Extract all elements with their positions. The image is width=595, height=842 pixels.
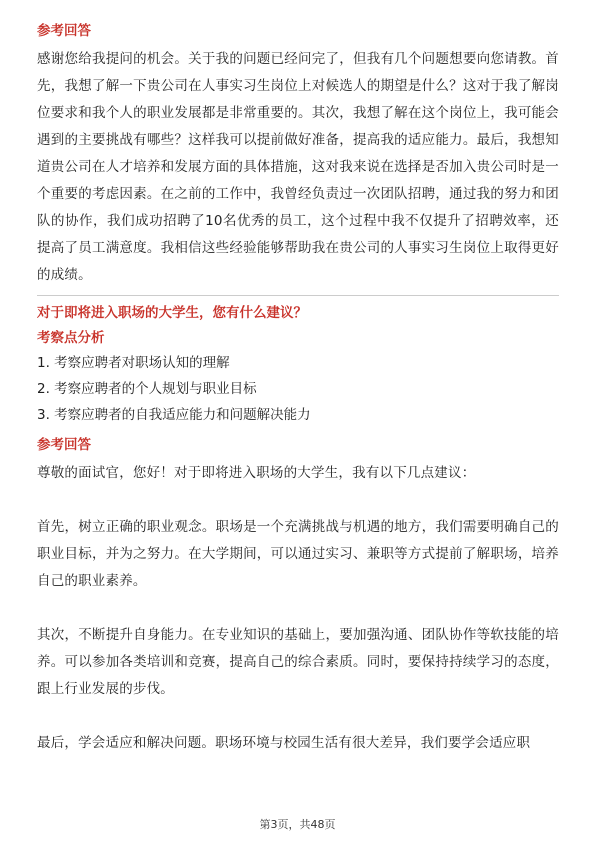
- analysis-item: 2. 考察应聘者的个人规划与职业目标: [37, 381, 257, 397]
- paragraph-gap: [37, 595, 559, 622]
- page-number: 第3页，共48页: [259, 818, 336, 831]
- answer-paragraph: 尊敬的面试官，您好！对于即将进入职场的大学生，我有以下几点建议：: [37, 465, 476, 481]
- answer-heading-2: 参考回答: [37, 437, 91, 453]
- paragraph-gap: [37, 487, 559, 514]
- answer-paragraph: 最后，学会适应和解决问题。职场环境与校园生活有很大差异，我们要学会适应职: [37, 735, 531, 751]
- analysis-item: 1. 考察应聘者对职场认知的理解: [37, 355, 230, 371]
- analysis-item: 3. 考察应聘者的自我适应能力和问题解决能力: [37, 407, 311, 423]
- paragraph-gap: [37, 703, 559, 730]
- analysis-heading: 考察点分析: [37, 330, 105, 346]
- document-page: [37, 20, 559, 757]
- answer-text: 感谢您给我提问的机会。关于我的问题已经问完了，但我有几个问题想要向您请教。首先，我想了解一下贵公司在人事实习生岗位上对候选人的期望是什么？这对于我了解岗位要求和我个人的职业发展都是非常重要的。其次，我想了解在这个岗位上，我可能会遇到的主要挑战有哪些？这样我可以提前做好准备，提高我的适应能力。最后，我想知道贵公司在人才培养和发展方面的具体措施，这对我来说在选择是否加入贵公司时是一个重要的考虑因素。在之前的工作中，我曾经负责过一次团队招聘，通过我的努力和团队的协作，我们成功招聘了10名优秀的员工，这个过程中我不仅提升了招聘效率，还提高了员工满意度。我相信这些经验能够帮助我在贵公司的人事实习生岗位上取得更好的成绩。: [37, 51, 559, 283]
- section-divider: [37, 295, 559, 296]
- answer-heading: 参考回答: [37, 23, 91, 39]
- question-heading: 对于即将进入职场的大学生，您有什么建议？: [37, 305, 307, 321]
- answer-paragraph: 其次，不断提升自身能力。在专业知识的基础上，要加强沟通、团队协作等软技能的培养。可以参加各类培训和竞赛，提高自己的综合素质。同时，要保持持续学习的态度，跟上行业发展的步伐。: [37, 627, 559, 697]
- answer-paragraph: 首先，树立正确的职业观念。职场是一个充满挑战与机遇的地方，我们需要明确自己的职业目标，并为之努力。在大学期间，可以通过实习、兼职等方式提前了解职场，培养自己的职业素养。: [37, 519, 559, 589]
